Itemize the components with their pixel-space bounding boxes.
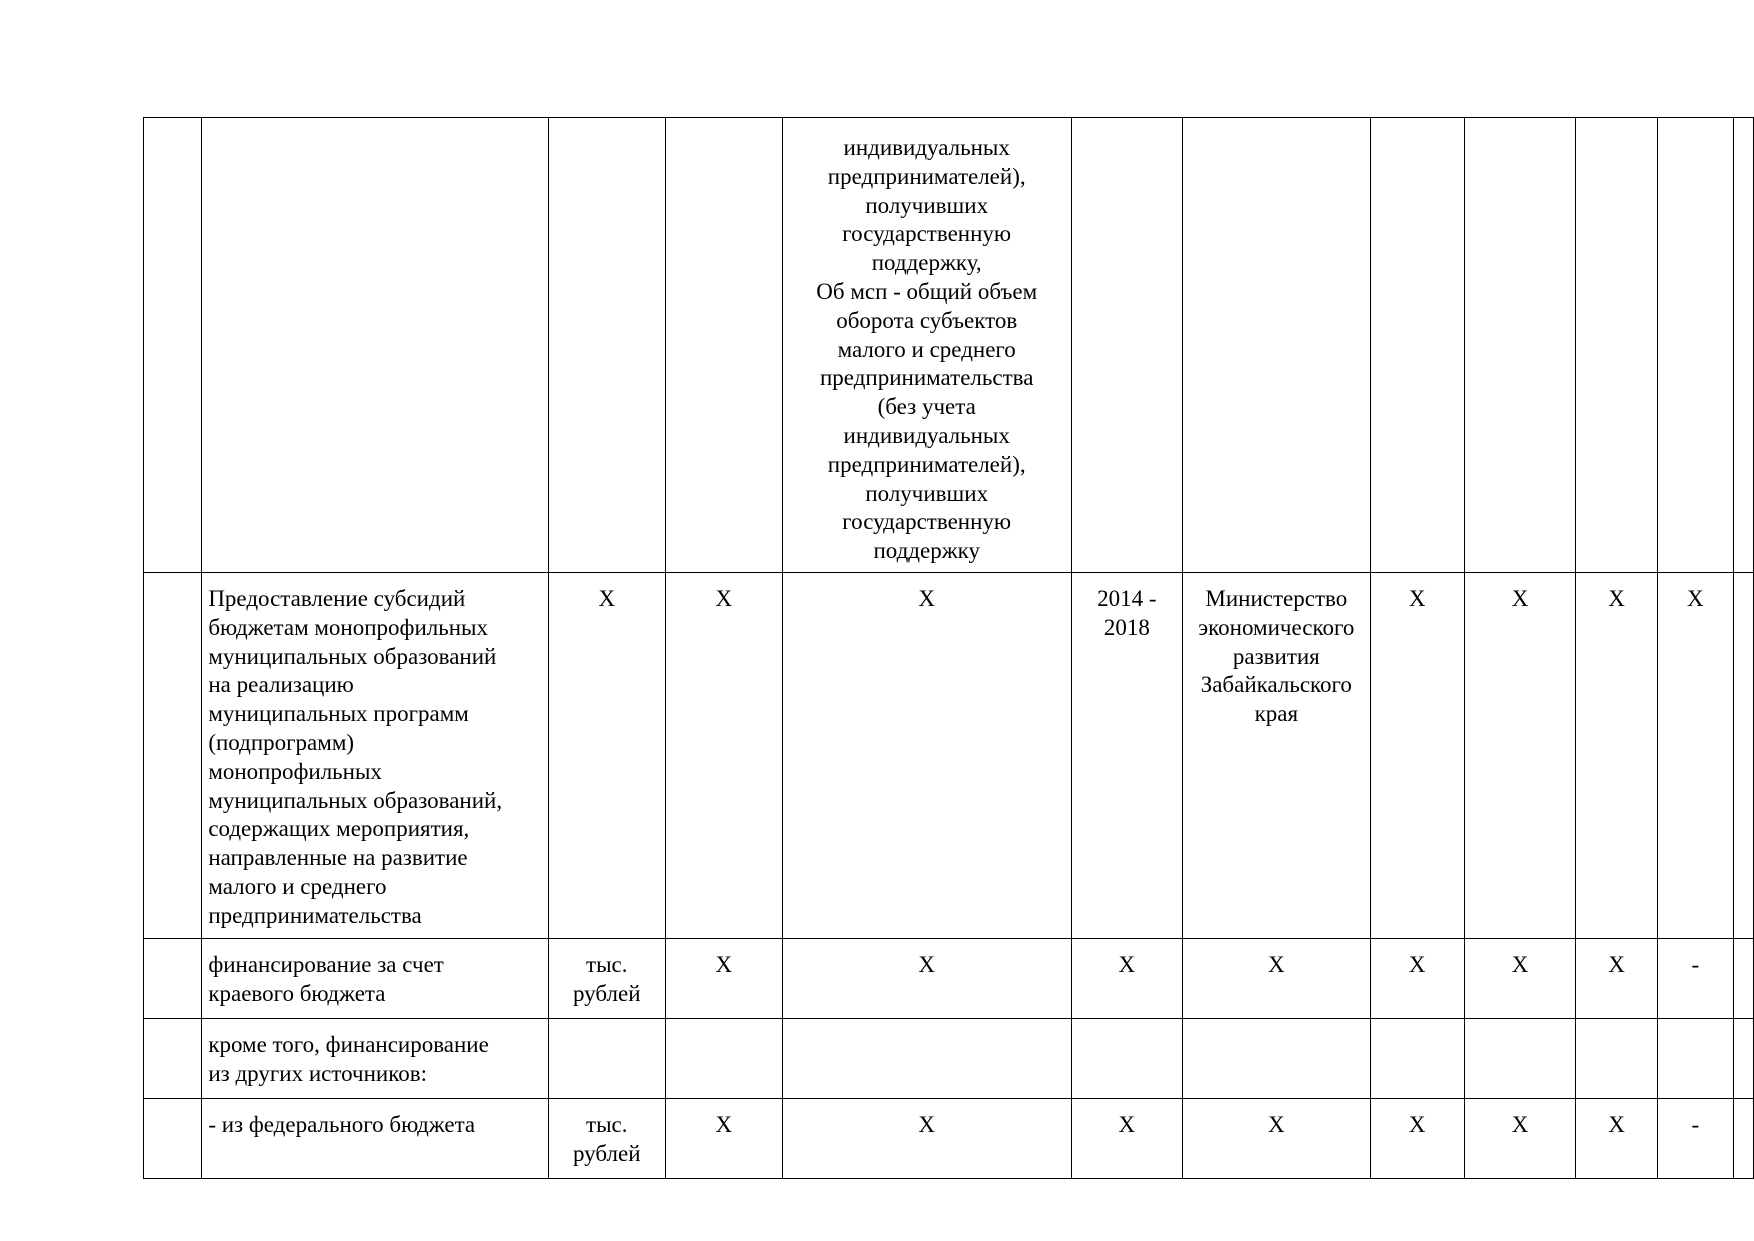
indicator-value: X	[918, 1112, 936, 1137]
cell-number	[144, 118, 202, 573]
cell-unit	[548, 118, 665, 573]
cell-col10	[1576, 118, 1657, 573]
col9-value: X	[1511, 586, 1529, 611]
cell-col12	[1734, 939, 1754, 1019]
col10-value: X	[1608, 586, 1625, 611]
executor-value: X	[1268, 1112, 1285, 1137]
cell-number	[144, 1019, 202, 1099]
cell-col11	[1657, 118, 1733, 573]
cell-period	[1071, 1019, 1182, 1099]
cell-col9	[1464, 118, 1576, 573]
period-value: X	[1118, 1112, 1136, 1137]
cell-col4	[665, 118, 782, 573]
table-row-indicator-continuation	[144, 118, 1754, 573]
cell-col10	[1576, 939, 1657, 1019]
cell-col10	[1576, 1099, 1657, 1179]
cell-indicator	[782, 1019, 1071, 1099]
col4-value: X	[715, 952, 733, 977]
cell-unit	[548, 939, 665, 1019]
cell-col11	[1657, 1099, 1733, 1179]
unit-value: тыс. рублей	[572, 1112, 641, 1166]
cell-col9	[1464, 1099, 1576, 1179]
indicator-value: X	[918, 586, 936, 611]
cell-unit	[548, 1019, 665, 1099]
cell-col9	[1464, 1019, 1576, 1099]
cell-executor	[1182, 1019, 1370, 1099]
cell-indicator	[782, 939, 1071, 1019]
cell-col11	[1657, 573, 1733, 939]
cell-indicator	[782, 573, 1071, 939]
cell-executor	[1182, 573, 1370, 939]
cell-col12	[1734, 1019, 1754, 1099]
unit-value: тыс. рублей	[572, 952, 641, 1006]
col8-value: X	[1408, 1112, 1426, 1137]
cell-col8	[1370, 1019, 1464, 1099]
period-value: 2014 - 2018	[1097, 586, 1157, 640]
cell-number	[144, 1099, 202, 1179]
cell-col8	[1370, 573, 1464, 939]
col8-value: X	[1408, 952, 1426, 977]
cell-col4	[665, 1099, 782, 1179]
col9-value: X	[1511, 952, 1529, 977]
cell-col4	[665, 573, 782, 939]
col11-value: X	[1687, 586, 1704, 611]
cell-period	[1071, 1099, 1182, 1179]
cell-period	[1071, 939, 1182, 1019]
cell-col11	[1657, 939, 1733, 1019]
col8-value: X	[1408, 586, 1426, 611]
activity-name: - из федерального бюджета	[208, 1112, 476, 1137]
cell-name	[202, 1099, 548, 1179]
cell-name	[202, 1019, 548, 1099]
cell-col8	[1370, 118, 1464, 573]
period-value: X	[1118, 952, 1136, 977]
col4-value: X	[715, 1112, 733, 1137]
table-row-regional-budget	[144, 939, 1754, 1019]
col11-value: -	[1691, 1112, 1700, 1137]
table-row-other-sources	[144, 1019, 1754, 1099]
cell-col11	[1657, 1019, 1733, 1099]
cell-name	[202, 118, 548, 573]
cell-col8	[1370, 1099, 1464, 1179]
cell-number	[144, 939, 202, 1019]
cell-executor	[1182, 939, 1370, 1019]
unit-value: X	[598, 586, 616, 611]
activity-name: финансирование за счет краевого бюджета	[208, 952, 444, 1006]
cell-unit	[548, 1099, 665, 1179]
cell-col12	[1734, 1099, 1754, 1179]
indicator-description: индивидуальных предпринимателей), получивших государственную поддержку, Об мсп - общий объем оборота субъектов малого и среднего предпринимательства (без учета индивидуальных предпринимателей), получивших государственную поддержку	[816, 135, 1038, 564]
col11-value: -	[1691, 952, 1700, 977]
cell-unit	[548, 573, 665, 939]
executor-value: X	[1268, 952, 1285, 977]
table-row-federal-budget	[144, 1099, 1754, 1179]
executor-value: Министерство экономического развития Забайкальского края	[1198, 586, 1355, 727]
cell-executor	[1182, 1099, 1370, 1179]
cell-period	[1071, 573, 1182, 939]
indicator-value: X	[918, 952, 936, 977]
cell-col4	[665, 1019, 782, 1099]
activity-name: Предоставление субсидий бюджетам монопрофильных муниципальных образований на реализацию муниципальных программ (подпрограмм) монопрофильных муниципальных образований, содержащих мероприятия, направленные на развитие малого и среднего предпринимательства	[208, 586, 503, 928]
cell-name	[202, 939, 548, 1019]
cell-col8	[1370, 939, 1464, 1019]
col9-value: X	[1511, 1112, 1529, 1137]
cell-name	[202, 573, 548, 939]
table-row-subsidy	[144, 573, 1754, 939]
col10-value: X	[1608, 1112, 1625, 1137]
col10-value: X	[1608, 952, 1625, 977]
cell-executor	[1182, 118, 1370, 573]
cell-period	[1071, 118, 1182, 573]
activity-name: кроме того, финансирование из других источников:	[208, 1032, 489, 1086]
program-activities-table	[143, 117, 1754, 1179]
cell-col4	[665, 939, 782, 1019]
cell-col9	[1464, 573, 1576, 939]
cell-col9	[1464, 939, 1576, 1019]
col4-value: X	[715, 586, 733, 611]
cell-indicator	[782, 1099, 1071, 1179]
cell-col12	[1734, 118, 1754, 573]
cell-col10	[1576, 573, 1657, 939]
cell-col10	[1576, 1019, 1657, 1099]
cell-col12	[1734, 573, 1754, 939]
cell-indicator	[782, 118, 1071, 573]
cell-number	[144, 573, 202, 939]
